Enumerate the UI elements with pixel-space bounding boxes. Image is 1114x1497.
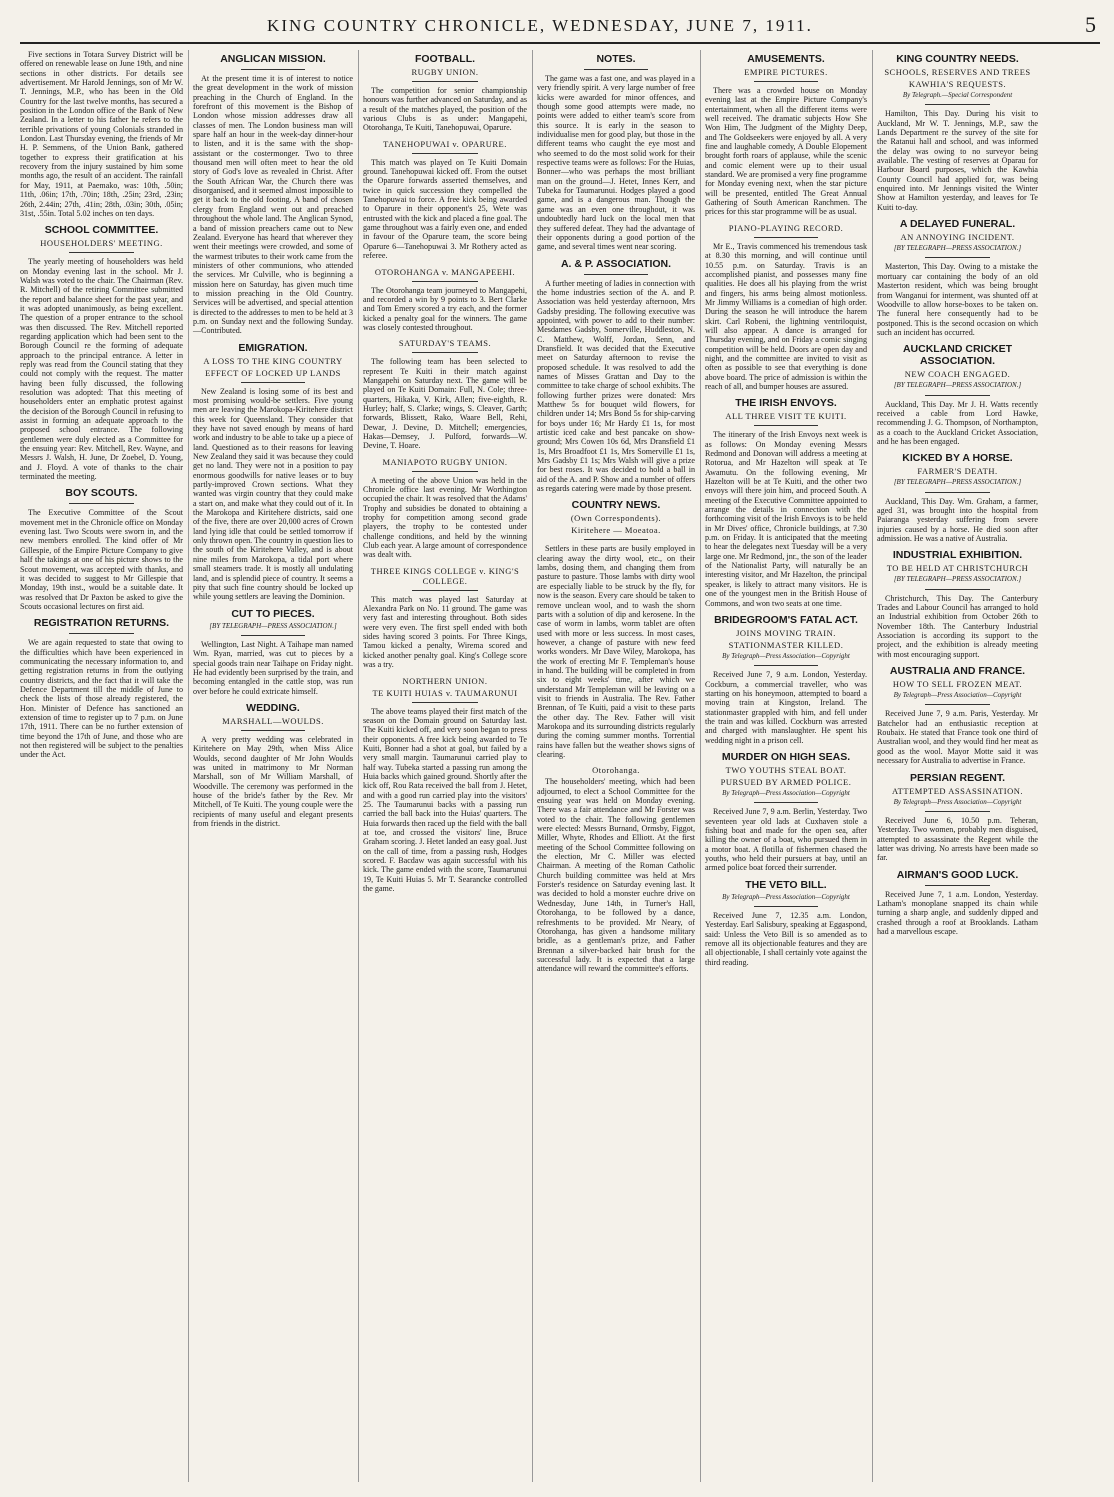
article <box>877 665 1038 765</box>
article-heading: FOOTBALL. <box>414 53 476 65</box>
article-paragraph: A meeting of the above Union was held in the Chronicle office last evening. Mr Worthington occupied the chair. It was resolved that the Adams' Trophy and subsidies be donated to obtaining a trophy for competition among second grade players, the trophy to be contested under challenge conditions, and held by the winning Club each year. A large amount of correspondence was dealt with. <box>363 475 527 560</box>
article-source-line: By Telegraph—Press Association—Copyright <box>722 651 850 660</box>
article-heading: INDUSTRIAL EXHIBITION. <box>892 549 1023 562</box>
article-subheading: PIANO-PLAYING RECORD. <box>728 222 844 233</box>
article-heading: BRIDEGROOM'S FATAL ACT. <box>714 613 858 626</box>
article-body <box>363 357 527 450</box>
article-subheading: SCHOOLS, RESERVES AND TREES <box>884 67 1031 77</box>
newspaper-title: KING COUNTRY CHRONICLE, WEDNESDAY, JUNE 7, 1911. <box>267 16 813 35</box>
article-heading: THE IRISH ENVOYS. <box>735 397 837 410</box>
article <box>363 457 527 560</box>
article-body <box>877 262 1038 337</box>
article <box>20 617 183 759</box>
article-source-line: By Telegraph—Press Association—Copyright <box>893 797 1022 806</box>
article-paragraph: Auckland, This Day. Wm. Graham, a farmer, aged 31, was brought into the hospital from Paiaranga yesterday suffering from severe injuries caused by a horse. He died soon after admission. He was a native of Australia. <box>877 496 1038 543</box>
page-number: 5 <box>1085 12 1096 37</box>
article <box>877 218 1038 337</box>
article <box>363 676 527 894</box>
article-heading: SCHOOL COMMITTEE. <box>44 224 159 237</box>
article <box>705 223 867 392</box>
column-6 <box>872 50 1042 1482</box>
article <box>705 751 867 873</box>
article-heading: AIRMAN'S GOOD LUCK. <box>896 868 1019 881</box>
column-5 <box>700 50 871 1482</box>
article <box>877 772 1038 863</box>
article-body <box>363 476 527 560</box>
divider <box>754 906 819 907</box>
article <box>193 702 353 828</box>
article-heading: A. & P. ASSOCIATION. <box>560 257 672 270</box>
article-body <box>537 279 695 494</box>
article-subheading: TO BE HELD AT CHRISTCHURCH <box>886 563 1029 574</box>
article-subheading: ALL THREE VISIT TE KUITI. <box>725 411 847 422</box>
article-heading: AUCKLAND CRICKET ASSOCIATION. <box>902 343 1013 368</box>
divider <box>754 665 819 666</box>
article-subheading: HOW TO SELL FROZEN MEAT. <box>892 679 1023 690</box>
article <box>193 342 353 602</box>
article-heading: KICKED BY A HORSE. <box>902 452 1013 465</box>
article-body <box>877 816 1038 863</box>
article-heading: THE VETO BILL. <box>745 878 827 891</box>
article-subheading: RUGBY UNION. <box>411 67 479 77</box>
column-2 <box>188 50 357 1482</box>
article-heading: AMUSEMENTS. <box>747 53 825 65</box>
article-heading: PERSIAN REGENT. <box>909 771 1006 784</box>
divider <box>925 492 989 493</box>
article-subheading: THREE KINGS COLLEGE v. KING'S COLLEGE. <box>370 565 520 586</box>
divider <box>754 237 819 238</box>
article-body <box>193 735 353 828</box>
article-paragraph: At the present time it is of interest to notice the great development in the work of mission preaching in the Church of England. In the forefront of this movement is the Bishop of London whose mission addresses draw all classes of men. The London business man will spare half an hour in the week-day dinner-hour to listen, and it is the same with the shop-assistant or the costermonger. Two to three thousand men will often meet to hear the old story of God's love as revealed in Christ. After the South African War, the Church there was disorganised, and it seemed almost impossible to get it back to the old footing. A band of chosen clergy from England went out and preached throughout the whole land. The Anglican Synod, a band of mission preachers came out to New Zealand. Everyone has heard that wherever they went their meetings were crowded, and some of the warmest tributes to their work came from the ministers of other communions, who attended the services. Mr Culville, who is beginning a mission here on Saturday, has given much time to mission preaching in the Old Country. Services will be advertised, and special attention is directed to the addresses to men to be held at 3 p.m. on Sunday next and the following Sunday.—Contributed. <box>193 74 353 336</box>
article-subheading: A LOSS TO THE KING COUNTRY <box>203 355 343 366</box>
divider <box>925 704 989 705</box>
article-subheading: STATIONMASTER KILLED. <box>728 639 844 650</box>
article-body <box>363 158 527 261</box>
article-heading: COUNTRY NEWS. <box>571 499 661 512</box>
article-body <box>877 497 1038 544</box>
divider <box>241 382 305 383</box>
article <box>20 487 183 611</box>
divider <box>412 153 478 154</box>
article-subheading: EFFECT OF LOCKED UP LANDS <box>205 367 341 378</box>
article <box>363 267 527 333</box>
article-body <box>20 50 183 218</box>
article-subheading: EMPIRE PICTURES. <box>744 67 828 77</box>
article-subheading: (Own Correspondents). <box>570 513 662 524</box>
divider <box>925 257 989 258</box>
article-subheading: KAWHIA'S REQUESTS. <box>908 79 1007 89</box>
article-paragraph: The Otorohanga team journeyed to Mangapehi, and recorded a win by 9 points to 3. Bert Clarke and Tom Emery scored a try each, and the former kicked a penalty goal for the winners. The game was closely contested throughout. <box>363 285 527 332</box>
article <box>537 499 695 759</box>
article-subheading: AN ANNOYING INCIDENT. <box>900 232 1015 243</box>
article <box>193 53 353 336</box>
article-body <box>537 777 695 973</box>
divider <box>925 885 989 886</box>
article <box>705 53 867 217</box>
article-body <box>877 709 1038 765</box>
article-paragraph: Mr E., Travis commenced his tremendous task at 8.30 this morning, and will continue until 10.55 p.m. on Saturday. Travis is an accomplished pianist, and possesses many fine qualities. He does all his playing from the wrist and fingers, his arms being almost motionless. Mr Jimmy Williams is a comedian of high order. During the season he will introduce the harem skirt. Carl Robeni, the lightning ventriloquist, will also appear. A dance is arranged for Thursday evening, and on Friday a comic singing competition will be held. Doors are open day and night, and the committee are invited to visit as often as possible to see that everything is done above board. The price of admission is within the reach of all, and bumper houses are assured. <box>705 241 867 391</box>
divider <box>925 395 989 396</box>
article-paragraph: Wellington, Last Night. A Taihape man named Wm. Ryan, married, was cut to pieces by a special goods train near Taihape on Friday night. He had evidently been surprised by the train, and becoming entangled in the cattle stop, was run over before he could extricate himself. <box>193 639 353 696</box>
article-subheading: TANEHOPUWAI v. OPARURE. <box>383 138 507 149</box>
article <box>877 452 1038 543</box>
article-subheading: NORTHERN UNION. <box>402 675 488 686</box>
article-body <box>363 595 527 670</box>
article-heading: MURDER ON HIGH SEAS. <box>721 750 851 763</box>
divider <box>584 274 647 275</box>
article-subheading: FARMER'S DEATH. <box>917 466 998 477</box>
article-subheading: HOUSEHOLDERS' MEETING. <box>40 238 163 249</box>
article-source-line: [BY TELEGRAPH—PRESS ASSOCIATION.] <box>209 621 337 630</box>
article-heading: BOY SCOUTS. <box>65 487 138 500</box>
article <box>363 566 527 670</box>
article-body <box>705 807 867 872</box>
article <box>877 343 1038 446</box>
article-paragraph: Settlers in these parts are busily employed in clearing away the dirty wool, etc., on their lambs, dosing them, and changing them from pasture to pasture. Those lambs with dirty wool are especially liable to be struck by the fly, for now is the season. Every care should be taken to remove unclean wool, and to wash the shorn parts with a solution of dip and kerosene. In the case of worm in lambs, worm tablet are often used with more or less success. In most cases, however, a change of pasture with new feed works wonders. Mr Dave Wiley, Marokopa, has the work of erecting Mr F. Templeman's house in hand. The building will be completed in from six to eight weeks' time, after which we understand Mr Templeman will be leaving on a visit to friends in Australia. The Rev. Father Brennan, of Te Kuiti, paid a visit to these parts the other day. The Rev. Father will visit Marokopa and its surrounding districts regularly during the coming summer months. Torrential rains have fallen but the weather shows signs of clearing. <box>537 544 695 759</box>
article-paragraph: This match was played last Saturday at Alexandra Park on No. 11 ground. The game was very fast and interesting throughout. Both sides were very even. The first spell ended with both sides having scored 3 points. For Three Kings, Tamou kicked a penalty, Wirema scored and kicked another penalty goal. King's College score was a try. <box>363 594 527 670</box>
article-paragraph: The Executive Committee of the Scout movement met in the Chronicle office on Monday evening last. Two Scouts were sworn in, and the new members enrolled. The kind offer of Mr Gillespie, of the Empire Picture Company to give half the takings at one of his picture shows to the Scout movement, was accepted with thanks, and it was decided to suggest to Mr Gillespie that Monday, 19th inst., would be a suitable date. It was resolved that Dr Paxton be asked to give the Scouts occasional lectures on first aid. <box>20 508 183 611</box>
article-paragraph: New Zealand is losing some of its best and most promising would-be settlers. Five young men are leaving the Marokopa-Kiritehere district this week for Queensland. They consider that they have not saved enough by means of hard work and industry to be able to take up a piece of land. Questioned as to their reasons for leaving New Zealand they said it was because they could get no land. They were not in a position to pay enormous goodwills for native leases or to buy partly-improved Crown sections. What they wanted was virgin country that they could make a start on, and make what they could out of it. In the Marokopa and Kiritehere districts, said one of the five, there are over 20,000 acres of Crown land lying idle that could be settled tomorrow if only thrown open. The country in question lies to the south of the Kiritehere Valley, and is about nine miles from Marokopa, a tidal port where small steamers trade. It is mostly all undulating land, and is splendid piece of country. It seems a pity that such fine country should be locked up while young settlers are leaving the Dominion. <box>193 386 353 602</box>
divider <box>754 81 819 82</box>
article-subheading: ATTEMPTED ASSASSINATION. <box>891 785 1023 796</box>
divider <box>754 802 819 803</box>
article-body <box>537 544 695 759</box>
article <box>705 879 867 967</box>
article-paragraph: We are again requested to state that owing to the difficulties which have been experienced in communicating the necessary information to, and getting registration returns in from the outlying country districts, and the fact that it will take the Defence Department till the middle of June to check the lists of those already registered, the Hon. Minister of Defence has sanctioned an extension of time to register up to 7 p.m. on June 17th, 1911. There can be no further extension of time beyond the 17th of June, and those who are not then registered will be subject to the penalties under the Act. <box>20 638 183 760</box>
article-body <box>20 508 183 611</box>
article <box>20 50 183 218</box>
article <box>363 338 527 450</box>
article <box>363 53 527 133</box>
article-paragraph: Received June 7, 1 a.m. London, Yesterday. Latham's monoplane snapped its chain while turning a sharp angle, and suddenly dipped and crashed through a roof at Brooklands. Latham had a marvellous escape. <box>877 889 1038 936</box>
article-paragraph: Christchurch, This Day. The Canterbury Trades and Labour Council has arranged to hold an Industrial exhibition from October 26th to November 18th. The Canterbury Industrial Association is according its support to the project, and the exhibition is already meeting with most encouraging support. <box>877 593 1038 659</box>
divider <box>412 281 478 282</box>
article-paragraph: A further meeting of ladies in connection with the home industries section of the A. and P. Association was held yesterday afternoon, Mrs Gadsby presiding. The following executive was appointed, with power to add to their number: Mesdames Gadsby, Somerville, Huddleston, N. C. Matthew, Wolff, Jordan, Senn, and Dransfield. It was decided that the Executive meet on Saturday afternoon to revise the proposed schedule. It was resolved to add the names of Misses Grattan and Day to the committee to take charge of school exhibits. The following further prizes were donated: Mrs Matthew 5s for bouquet wild flowers, for children under 14; Mrs Bond 5s for ship-carving for boys under 16; Mr Hardy £1 1s, for most artistic iced cake and best pancake on show-ground; Mrs Cowen 10s 6d, Mrs Dransfield £1 1s, Mrs Broadfoot £1 1s, Mrs Somerville £1 1s, Mrs Gadsby £1 1s; Mrs Walsh will give a prize for best roses. It was decided to hold a ball in aid of the A. and P. Show and a number of offers as regards catering were made by those present. <box>537 278 695 494</box>
article-heading: REGISTRATION RETURNS. <box>33 617 170 630</box>
divider <box>241 730 305 731</box>
article-subheading: JOINS MOVING TRAIN. <box>736 627 836 638</box>
article-subheading: Otorohanga. <box>592 765 640 776</box>
article-subheading: NEW COACH ENGAGED. <box>904 369 1011 380</box>
divider <box>241 635 305 636</box>
column-3 <box>358 50 531 1482</box>
article-body <box>705 670 867 745</box>
article-paragraph: The yearly meeting of householders was held on Monday evening last in the school. Mr J. Walsh was voted to the chair. The Chairman (Rev. R. Mitchell) of the retiring Committee submitted the report and balance sheet for the past year, and it was adopted unanimously, as being excellent. The question of a proper entrance to the school was then discussed. The Rev. Mitchell reported regarding application which had been sent to the Borough Council re the forming of adequate approach to the principal entrance. A letter in reply was read from the Council stating that they could not comply with the request. The matter having been fully discussed, the following resolution was adopted: That this meeting of householders enter an emphatic protest against the decision of the Borough Council in refusing to assist in forming an adequate approach to the proposed school entrance. The following gentlemen were duly elected as a Committee for the ensuing year: Rev. Mitchell, Rev. Wayne, and Messrs J. Walsh, H. June, Dr Zoebel, D. Young, and J. Floyd. A vote of thanks to the chair terminated the meeting. <box>20 257 183 482</box>
divider <box>69 633 134 634</box>
article-paragraph: Masterton, This Day. Owing to a mistake the mortuary car containing the body of an old Masterton resident, which was being brought from Wanganui for interment, was shunted off at Woodville to allow horse-boxes to be taken on. The funeral here consequently had to be postponed. This is the second occasion on which such an incident has occurred. <box>877 262 1038 337</box>
article-subheading: PURSUED BY ARMED POLICE. <box>720 776 852 787</box>
article-source-line: [BY TELEGRAPH—PRESS ASSOCIATION.] <box>893 244 1022 253</box>
article-heading: KING COUNTRY NEEDS. <box>896 53 1019 65</box>
article-body <box>705 86 867 217</box>
divider <box>412 590 478 591</box>
article-body <box>363 86 527 133</box>
article-source-line: By Telegraph.—Special Correspondent <box>902 91 1013 99</box>
article-paragraph: Received June 6, 10.50 p.m. Teheran, Yesterday. Two women, probably men disguised, attempted to assassinate the Regent while the latter was driving. No arrests have been made so far. <box>877 815 1038 863</box>
divider <box>925 811 989 812</box>
article-body <box>20 257 183 481</box>
article-subheading: TWO YOUTHS STEAL BOAT. <box>725 764 847 775</box>
article-source-line: [BY TELEGRAPH—PRESS ASSOCIATION.] <box>893 381 1022 390</box>
divider <box>412 352 478 353</box>
article-source-line: By Telegraph—Press Association—Copyright <box>893 691 1022 700</box>
article-heading: ANGLICAN MISSION. <box>220 53 326 65</box>
divider <box>754 425 819 426</box>
article-body <box>705 242 867 392</box>
article-subheading: TE KUITI HUIAS v. TAUMARUNUI <box>372 687 518 698</box>
article-source-line: [BY TELEGRAPH—PRESS ASSOCIATION.] <box>893 575 1022 584</box>
article-paragraph: Received June 7, 9 a.m. Berlin, Yesterday. Two seventeen year old lads at Cuxhaven stole a fishing boat and made for the open sea, after killing the owner of a boat, who pursued them in a motor boat. A flotilla of fishermen chased the youths, who held their pursuers at bay, until an armed police boat forced their surrender. <box>705 807 867 873</box>
column-4 <box>532 50 699 1482</box>
article-paragraph: A very pretty wedding was celebrated in Kiritehere on May 29th, when Miss Alice Woulds, second daughter of Mr John Woulds was united in matrimony to Mr Norman Marshall, son of Mr William Marshall, of Woodville. The ceremony was performed in the house of the bride's father by the Rev. Mr Mitchell, of Te Kuiti. The young couple were the recipients of many useful and elegant presents from friends in the district. <box>193 734 353 829</box>
article <box>877 53 1038 212</box>
article-body <box>877 400 1038 447</box>
article <box>363 139 527 261</box>
article-body <box>20 638 183 759</box>
divider <box>69 252 134 253</box>
article-subheading: MARSHALL—WOULDS. <box>222 715 324 726</box>
article-paragraph: Received June 7, 9 a.m. London, Yesterday. Cockburn, a commercial traveller, who was starting on his honeymoon, attempted to board a moving train at Kingston, Ireland. The stationmaster grappled with him, and fell under the train and was killed. Cockburn was arrested and charged with manslaughter. He spent his wedding night in a prison cell. <box>705 670 867 745</box>
article-body <box>877 594 1038 659</box>
article <box>537 53 695 252</box>
article <box>705 614 867 745</box>
article-heading: AUSTRALIA AND FRANCE. <box>889 665 1026 678</box>
article-paragraph: Auckland, This Day. Mr J. H. Watts recently received a cable from Lord Hawke, recommending J. G. Thompson, of Northampton, as a coach to the Auckland Cricket Association, and he has been engaged. <box>877 399 1038 446</box>
article <box>705 397 867 608</box>
divider <box>412 471 478 472</box>
masthead <box>20 8 1100 44</box>
article-subheading: OTOROHANGA v. MANGAPEEHI. <box>374 266 516 277</box>
divider <box>584 539 647 540</box>
divider <box>412 702 478 703</box>
article-body <box>877 109 1038 212</box>
article-body <box>705 430 867 608</box>
article-body <box>193 74 353 336</box>
article-body <box>705 911 867 967</box>
article-body <box>363 286 527 333</box>
article-body <box>363 707 527 894</box>
article-heading: EMIGRATION. <box>238 341 308 354</box>
article-paragraph: The following team has been selected to represent Te Kuiti in their match against Mangapehi on Saturday next. The game will be played on Te Kuiti Domain: Full, N. Cole; three-quarters, Hikaka, V. Kirk, Allen; five-eighth, R. Hurley; half, S. Clarke; wings, S. Cleaver, Garth; forwards, Blissett, Rako, Waare Bell, Rehi, Dewar, J. Devine, D. Mitchell; emergencies, Hakas—Demsey, J. Pulford, forwards—W. Devine, T. Hoare. <box>363 357 527 451</box>
article-body <box>877 890 1038 937</box>
article-body <box>193 387 353 602</box>
article-paragraph: Received June 7, 9 a.m. Paris, Yesterday. Mr Batchelor had an enthusiastic reception at Roubaix. He stated that France took one third of Australian wool, and they would find her meat as good as the wool. Mayor Motte said it was necessary for Australia to advertise in France. <box>877 709 1038 766</box>
article-source-line: [BY TELEGRAPH—PRESS ASSOCIATION.] <box>893 478 1022 487</box>
article <box>877 869 1038 937</box>
article-paragraph: Received June 7, 12.35 a.m. London, Yesterday. Earl Salisbury, speaking at Eggaspond, said: Unless the Veto Bill is so amended as to remove all its objectionable features and they are all objectionable, I shall certainly vote against the third reading. <box>705 911 867 967</box>
divider <box>241 69 305 70</box>
column-1 <box>20 50 186 1482</box>
article-subheading: Kiritehere — Moeatoa. <box>571 525 661 536</box>
article-paragraph: The game was a fast one, and was played in a very friendly spirit. A very large number of free kicks were awarded for minor offences, and though some good attempts were made, no points were added to either team's score from this source. It is early in the season to individualise men for good play, but those in the different teams who caught the eye most and who seemed to do the most solid work for their respective teams were as follows: For the Huias, Bonner—who was perhaps the most brilliant man on the ground—J. Hetet, Innes Kerr, and Tubeka for Taumarunui. Hodges played a good game, and is a dangerous man. Though the game was an even one throughout, it was undoubtedly hard luck on the local men that they suffered defeat. They had the advantage of their opponents during a good portion of the game, and several times went near scoring. <box>537 74 695 252</box>
article-source-line: By Telegraph—Press Association—Copyright <box>722 788 850 797</box>
divider <box>69 503 134 504</box>
article-heading: NOTES. <box>596 53 636 65</box>
article-subheading: SATURDAY'S TEAMS. <box>398 338 492 349</box>
divider <box>925 104 989 105</box>
article-heading: WEDDING. <box>246 701 300 714</box>
article-body <box>537 74 695 252</box>
article <box>537 765 695 973</box>
divider <box>412 81 478 82</box>
article <box>537 258 695 494</box>
divider <box>584 69 647 70</box>
article-heading: CUT TO PIECES. <box>231 607 315 620</box>
article-paragraph: The itinerary of the Irish Envoys next week is as follows: On Monday evening Messrs Redmond and Donovan will address a meeting at Rotorua, and Mr Hazelton will speak at Te Awamutu. On the following evening, Mr Hazelton will be at Te Kuiti, and the other two envoys will there join him, and proceed South. A meeting of the Executive Committee appointed to arrange the details in connection with the forthcoming visit of the Irish Envoys is to be held in Mr Dives' office, Chronicle buildings, at 7.30 p.m. on Friday. It is anticipated that the meeting to hear the delegates next Tuesday will be a very large one. Mr Redmond, jnr., the son of the leader of the Nationalist Party, will naturally be an interesting visitor, and Mr Hazelton, the principal speaker, is likely to attract many visitors. He is one of the youngest men in the British House of Commons, and won two seats at one time. <box>705 430 867 608</box>
article <box>877 549 1038 659</box>
article-paragraph: There was a crowded house on Monday evening last at the Empire Picture Company's entertainment, when all the different items were well received. The dramatic subjects How She Won Him, The Judgment of the Mighty Deep, and The Goldseekers were enjoyed by all. A very fine and laughable comedy, A Double Elopement brought forth roars of applause, while the scenic and comic element were up to their usual standard. We are promised a very fine programme for Monday evening next, when the star picture will be presented, entitled The Great Annual Gathering of South American Ranchmen. The prices for this star programme will be as usual. <box>705 86 867 217</box>
article-paragraph: Five sections in Totara Survey District will be offered on renewable lease on June 19th, and nine sections in other districts. For details see advertisement. Mr Harold Jennings, son of Mr W. T. Jennings, M.P., who has been in the Old Country for the last twelve months, has secured a position in the London office of the Bank of New Zealand. In a letter to his father he refers to the terrible privations of young Colonials stranded in London. Last Thursday evening, the friends of Mr H. P. Semmens, of the Union Bank, gathered together to express their gratification at his recovery from the injury sustained by him some months ago, the result of an accident. The rainfall for May, 1911, at Paemako, was: 10th, .50in; 11th, .06in; 17th, .70in; 18th, .25in; 23rd, .23in; 26th, 2.44in; 27th, .41in; 28th, .03in; 30th, .05in; 31st, .55in. Total 5.02 inches on ten days. <box>20 50 183 218</box>
article <box>193 608 353 696</box>
article-heading: A DELAYED FUNERAL. <box>899 218 1016 231</box>
article-paragraph: The competition for senior championship honours was further advanced on Saturday, and as a result of the matches played, the position of the various Clubs is as under: Mangapehi, Otorohanga, Te Kuiti, Tanehopuwai, Oparure. <box>363 86 527 133</box>
article-paragraph: The householders' meeting, which had been adjourned, to elect a School Committee for the ensuing year was held on Monday evening. There was a fair attendance and Mr Forster was voted to the chair. The following gentlemen were elected: Messrs Burnand, Ormsby, Figgot, Miller, Whyte, Rhodes and Elliott. At the first meeting of the School Committee following on the election, Mr C. Miller was elected Chairman. A meeting of the Roman Catholic Church building committee was held at Mrs Forster's residence on Saturday evening last. It was decided to hold a monster euchre drive on Wednesday, June 14th, in Turner's Hall, Otorohanga, to be followed by a dance, refreshments to be provided. Mr Neary, of Otorohanga, has given a handsome military bridle, as a gentleman's prize, and Father Brennan a silver-backed hair brush for the successful lady. It is expected that a large attendance will reward the committee's efforts. <box>537 777 695 974</box>
article-paragraph: Hamilton, This Day. During his visit to Auckland, Mr W. T. Jennings, M.P., saw the Lands Department re the survey of the site for the Ratanui hall and school, and was informed the delay was owing to no surveyor being available. The vesting of reserves at Oparau for Harbour Board purposes, which the Kawhia County Council had applied for, was being enquired into. Mr Jennings visited the Winter Show at Hamilton yesterday, and leaves for Te Kuiti to-day. <box>877 109 1038 212</box>
article-subheading: MANIAPOTO RUGBY UNION. <box>382 456 508 467</box>
article-source-line: By Telegraph—Press Association—Copyright <box>722 892 850 901</box>
article-body <box>193 640 353 696</box>
divider <box>925 589 989 590</box>
article <box>20 224 183 481</box>
article-paragraph: This match was played on Te Kuiti Domain ground. Tanehopuwai kicked off. From the outset the Oparure forwards asserted themselves, and twice in quick succession they compelled the Tanehopuwai to force. A free kick being awarded to Oparure in their opponent's 25, Wete was entrusted with the kick and placed a fine goal. The game throughout was a fairly even one, and ended in favour of the Oparure team, the score being Oparure 6—Tanehopuwai 3. Mr Rothery acted as referee. <box>363 157 527 261</box>
article-paragraph: The above teams played their first match of the season on the Domain ground on Saturday last. The Kuiti kicked off, and very soon began to press their opponents. A free kick being awarded to Te Kuiti, Bonner had a shot at goal, but failed by a very small margin. Taumarunui carried play to half way. Tubeka started a passing run among the Huia backs which gained ground. Shortly after the kick off, Rou Rata received the ball from J. Hetet, and with a good run carried play into the visitors' 25. The Taumarunui backs with a passing run carried the ball back into the Huias' quarters. The Huia forwards then raced up the field with the ball at toe, and crossed the visitors' line, Bruce Graham scoring. J. Hetet landed an easy goal. Just on the call of time, from a passing rush, Hodges scored. F. Bacdaw was again successful with his kick. The game ended with the score, Taumarunui 19, Te Kuiti Huias 5. Mr T. Searancke controlled the game. <box>363 706 527 894</box>
